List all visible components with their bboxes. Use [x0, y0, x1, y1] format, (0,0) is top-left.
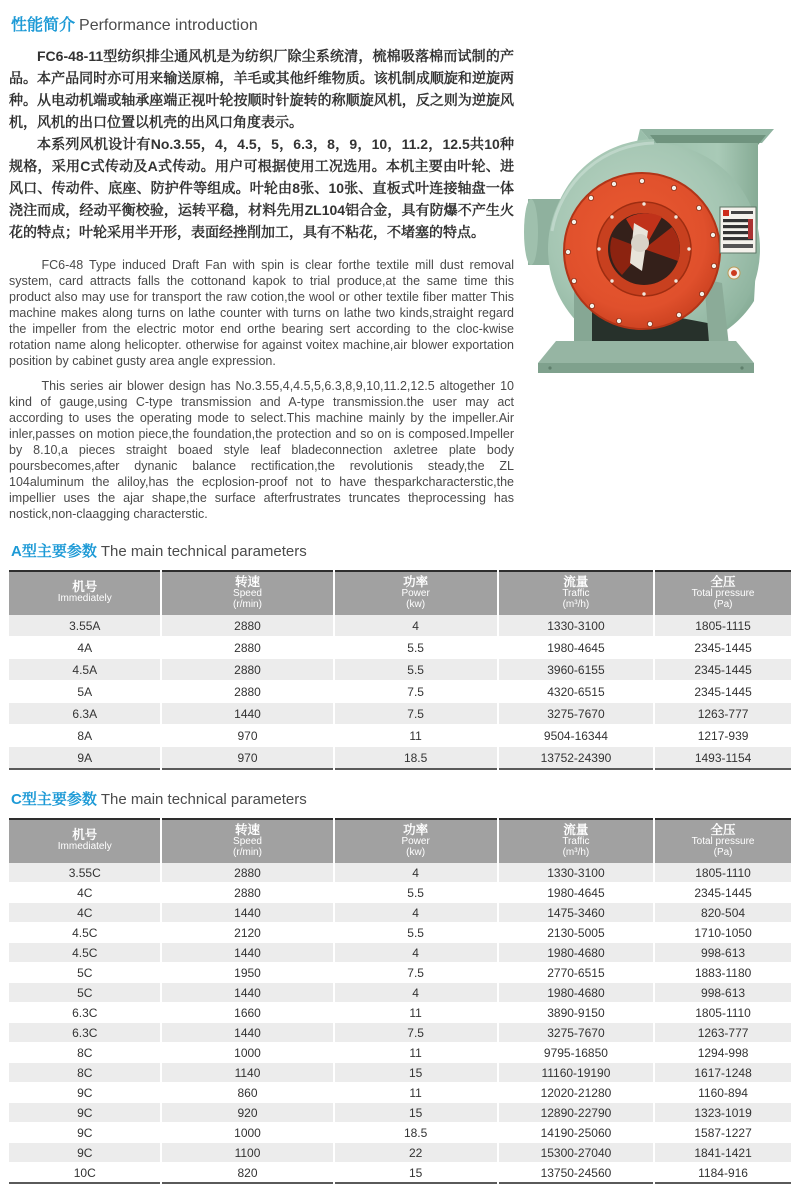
- table-cell: 4.5A: [9, 659, 161, 681]
- product-photo-column: [514, 45, 791, 391]
- table-cell: 1805-1115: [654, 615, 791, 637]
- table-cell: 920: [161, 1103, 333, 1123]
- table-cell: 7.5: [334, 703, 498, 725]
- table-cell: 6.3A: [9, 703, 161, 725]
- table-cell: 9504-16344: [498, 725, 654, 747]
- table-row: [9, 725, 791, 747]
- table-cell: 1440: [161, 983, 333, 1003]
- table-cell: 2345-1445: [654, 681, 791, 703]
- table-cell: 4.5C: [9, 943, 161, 963]
- table-row: [9, 1083, 791, 1103]
- table-cell: 2345-1445: [654, 659, 791, 681]
- table-row: [9, 883, 791, 903]
- table-cell: 1440: [161, 1023, 333, 1043]
- header-unit: (kw): [406, 598, 426, 610]
- table-cell: 5.5: [334, 637, 498, 659]
- table-cell: 1330-3100: [498, 615, 654, 637]
- table-cell: 10C: [9, 1163, 161, 1184]
- table-row: [9, 1103, 791, 1123]
- table-cell: 1330-3100: [498, 863, 654, 883]
- table-cell: 1710-1050: [654, 923, 791, 943]
- table-cell: 2880: [161, 615, 333, 637]
- table-cell: 1805-1110: [654, 1003, 791, 1023]
- table-cell: 2880: [161, 883, 333, 903]
- table-cell: 15: [334, 1163, 498, 1184]
- table-cell: 860: [161, 1083, 333, 1103]
- header-unit: (r/min): [233, 598, 262, 610]
- table-cell: 7.5: [334, 1023, 498, 1043]
- table-row: [9, 659, 791, 681]
- table-cell: 970: [161, 747, 333, 770]
- header-unit: (m³/h): [562, 846, 590, 858]
- table-cell: 13750-24560: [498, 1163, 654, 1184]
- table-a-title-en: The main technical parameters: [100, 543, 307, 560]
- table-cell: 6.3C: [9, 1023, 161, 1043]
- table-cell: 1000: [161, 1043, 333, 1063]
- table-header-cell: [9, 819, 161, 863]
- table-cell: 998-613: [654, 983, 791, 1003]
- table-cell: 9A: [9, 747, 161, 770]
- intro-paragraph-en-2: This series air blower design has No.3.55,4,4.5,5,6.3,8,9,10,11.2,12.5 altogether 10 kind of gauge,using C-type transmission and A-type transmission.the user may act according to uses the operating mode to select.This machine mainly by the impeller.Air inler,passes on motion piece,the foundation,the protection and so on is composed.Impeller by 8.10,a pieces straight boaed style leaf bladeconnection axletree plate body poursbecomes,after dynanic balance rectification,the revolutionis steady,the ZL 104aluminum the aliloy,has the ecplosion-proof not to have thesparkcharacterstic,the impellier uses the ajar shape,the surface afterfrustrates truncates theprocessing has nostick,non-claagging characterstic.: [9, 379, 514, 521]
- fan-nameplate: [720, 207, 756, 253]
- table-header-cell: [9, 571, 161, 615]
- table-cell: 4320-6515: [498, 681, 654, 703]
- table-header-cell: [654, 571, 791, 615]
- header-label-en: Power: [401, 588, 430, 599]
- table-cell: 5C: [9, 963, 161, 983]
- table-cell: 998-613: [654, 943, 791, 963]
- table-cell: 1184-916: [654, 1163, 791, 1184]
- table-cell: 5C: [9, 983, 161, 1003]
- table-row: [9, 1163, 791, 1184]
- table-cell: 1440: [161, 703, 333, 725]
- table-header-cell: [498, 571, 654, 615]
- intro-paragraph-zh-2: 本系列风机设计有No.3.55，4，4.5，5，6.3，8，9，10，11.2，12.5共10种规格，采用C式传动及A式传动。用户可根据使用工况选用。本机主要由叶轮、进风口、传动件、底座、防护件等组成。叶轮由8张、10张、直板式叶连接轴盘一体浇注而成，经动平衡校验，运转平稳，材料先用ZL104铝合金，具有防爆不产生火花的特点；叶轮采用半开形，表面经挫削加工，具有不粘花，不堵塞的特点。: [9, 136, 514, 240]
- header-label-en: Immediately: [57, 593, 112, 605]
- header-label-en: Traffic: [562, 588, 590, 599]
- table-cell: 1660: [161, 1003, 333, 1023]
- table-c-title-en: The main technical parameters: [100, 791, 307, 808]
- table-header-row: [9, 819, 791, 863]
- table-cell: 1000: [161, 1123, 333, 1143]
- table-cell: 1140: [161, 1063, 333, 1083]
- table-cell: 4A: [9, 637, 161, 659]
- header-label-en: Immediately: [57, 841, 112, 853]
- table-row: [9, 615, 791, 637]
- header-label-en: Speed: [233, 836, 262, 847]
- table-cell: 1980-4645: [498, 883, 654, 903]
- header-label-zh: 全压: [710, 823, 736, 837]
- table-cell: 7.5: [334, 963, 498, 983]
- table-cell: 4.5C: [9, 923, 161, 943]
- table-row: [9, 923, 791, 943]
- table-cell: 4C: [9, 903, 161, 923]
- table-cell: 14190-25060: [498, 1123, 654, 1143]
- table-cell: 11: [334, 1003, 498, 1023]
- table-row: [9, 1123, 791, 1143]
- page-title-zh: 性能简介: [11, 17, 76, 34]
- table-header-cell: [161, 571, 333, 615]
- header-label-zh: 转速: [234, 575, 260, 589]
- table-cell: 2120: [161, 923, 333, 943]
- header-unit: (Pa): [713, 846, 733, 858]
- table-cell: 1440: [161, 943, 333, 963]
- fan-logo-sticker: [728, 267, 740, 279]
- table-row: [9, 903, 791, 923]
- table-header-row: [9, 571, 791, 615]
- header-label-zh: 转速: [234, 823, 260, 837]
- table-header-cell: [498, 819, 654, 863]
- table-cell: 1980-4645: [498, 637, 654, 659]
- header-label-en: Total pressure: [691, 588, 755, 599]
- table-cell: 2880: [161, 681, 333, 703]
- header-unit: (m³/h): [562, 598, 590, 610]
- header-label-zh: 机号: [72, 580, 98, 595]
- table-cell: 6.3C: [9, 1003, 161, 1023]
- table-row: [9, 1023, 791, 1043]
- table-row: [9, 943, 791, 963]
- table-cell: 2770-6515: [498, 963, 654, 983]
- header-label-en: Traffic: [562, 836, 590, 847]
- table-cell: 1587-1227: [654, 1123, 791, 1143]
- table-cell: 4: [334, 943, 498, 963]
- page-title-en: Performance introduction: [79, 17, 258, 34]
- table-cell: 7.5: [334, 681, 498, 703]
- table-row: [9, 1043, 791, 1063]
- header-label-en: Speed: [233, 588, 262, 599]
- table-cell: 1294-998: [654, 1043, 791, 1063]
- table-cell: 1440: [161, 903, 333, 923]
- table-header-cell: [334, 571, 498, 615]
- table-cell: 9795-16850: [498, 1043, 654, 1063]
- table-a-section: [9, 540, 791, 770]
- header-label-zh: 机号: [72, 828, 98, 843]
- table-header-cell: [654, 819, 791, 863]
- table-cell: 4: [334, 983, 498, 1003]
- table-cell: 22: [334, 1143, 498, 1163]
- header-label-zh: 全压: [710, 575, 736, 589]
- header-unit: (Pa): [713, 598, 733, 610]
- header-label-en: Power: [401, 836, 430, 847]
- header-label-zh: 流量: [563, 575, 589, 589]
- table-cell: 1263-777: [654, 1023, 791, 1043]
- table-header-cell: [161, 819, 333, 863]
- header-label-zh: 功率: [403, 575, 429, 589]
- table-cell: 8C: [9, 1063, 161, 1083]
- table-cell: 820-504: [654, 903, 791, 923]
- table-cell: 11160-19190: [498, 1063, 654, 1083]
- table-cell: 12890-22790: [498, 1103, 654, 1123]
- table-row: [9, 1063, 791, 1083]
- table-cell: 2345-1445: [654, 637, 791, 659]
- table-row: [9, 681, 791, 703]
- table-row: [9, 1143, 791, 1163]
- intro-paragraph-zh-1: FC6-48-11型纺织排尘通风机是为纺织厂除尘系统清，梳棉吸落棉而试制的产品。本产品同时亦可用来输送原棉，羊毛或其他纤维物质。该机制成顺旋和逆旋两种。从电动机端或轴承座端正视叶轮按顺时针旋转的称顺旋风机，反之则为逆旋风机，风机的出口位置以机壳的出风口角度表示。: [9, 48, 514, 130]
- table-row: [9, 983, 791, 1003]
- table-row: [9, 703, 791, 725]
- table-cell: 1841-1421: [654, 1143, 791, 1163]
- table-row: [9, 963, 791, 983]
- table-cell: 1805-1110: [654, 863, 791, 883]
- table-cell: 1883-1180: [654, 963, 791, 983]
- table-cell: 5.5: [334, 923, 498, 943]
- parameters-table-c: [9, 818, 791, 1184]
- header-label-en: Total pressure: [691, 836, 755, 847]
- table-cell: 1980-4680: [498, 943, 654, 963]
- table-c-title: [11, 788, 791, 809]
- table-a-title-zh: A型主要参数: [11, 543, 97, 560]
- table-cell: 1617-1248: [654, 1063, 791, 1083]
- table-cell: 15300-27040: [498, 1143, 654, 1163]
- table-cell: 8C: [9, 1043, 161, 1063]
- table-cell: 3275-7670: [498, 703, 654, 725]
- table-cell: 8A: [9, 725, 161, 747]
- table-c-section: [9, 788, 791, 1184]
- table-cell: 11: [334, 1083, 498, 1103]
- table-cell: 1475-3460: [498, 903, 654, 923]
- table-cell: 4: [334, 863, 498, 883]
- table-cell: 1493-1154: [654, 747, 791, 770]
- table-cell: 3.55A: [9, 615, 161, 637]
- table-cell: 13752-24390: [498, 747, 654, 770]
- intro-paragraph-en-1: FC6-48 Type induced Draft Fan with spin is clear forthe textile mill dust removal system, card attracts falls the cottonand kapok to trial produce,at the same time this product also may use for transport the raw cotion,the wool or other textile fiber matter This machine makes along turns on lathe counter with turns on lathe two kinds,straight regard the impeller from the electric motor end orthe bearing sert according to the cloc-kwise rotation name along helicopter. otherwise for against voitex machine,air blower exportation position by cabinet gusty area angle expression.: [9, 258, 514, 368]
- table-cell: 18.5: [334, 747, 498, 770]
- table-cell: 1323-1019: [654, 1103, 791, 1123]
- table-cell: 4: [334, 903, 498, 923]
- table-cell: 820: [161, 1163, 333, 1184]
- table-cell: 2880: [161, 637, 333, 659]
- table-cell: 15: [334, 1103, 498, 1123]
- parameters-table-a: [9, 570, 791, 770]
- table-cell: 2880: [161, 659, 333, 681]
- fan-impeller-disc: [564, 173, 720, 329]
- table-cell: 1263-777: [654, 703, 791, 725]
- table-cell: 1217-939: [654, 725, 791, 747]
- table-row: [9, 637, 791, 659]
- table-cell: 5A: [9, 681, 161, 703]
- table-c-title-zh: C型主要参数: [11, 791, 97, 808]
- header-unit: (kw): [406, 846, 426, 858]
- table-cell: 4C: [9, 883, 161, 903]
- table-a-title: [11, 540, 791, 561]
- table-cell: 2345-1445: [654, 883, 791, 903]
- table-cell: 1950: [161, 963, 333, 983]
- table-cell: 1100: [161, 1143, 333, 1163]
- table-cell: 11: [334, 1043, 498, 1063]
- table-cell: 9C: [9, 1083, 161, 1103]
- header-label-zh: 功率: [403, 823, 429, 837]
- intro-text-column: [9, 45, 514, 522]
- table-cell: 2130-5005: [498, 923, 654, 943]
- intro-content-row: [9, 45, 791, 522]
- table-cell: 1980-4680: [498, 983, 654, 1003]
- table-cell: 1160-894: [654, 1083, 791, 1103]
- table-cell: 970: [161, 725, 333, 747]
- table-cell: 5.5: [334, 883, 498, 903]
- table-cell: 15: [334, 1063, 498, 1083]
- table-cell: 12020-21280: [498, 1083, 654, 1103]
- page-title: [11, 12, 791, 35]
- table-row: [9, 1003, 791, 1023]
- table-cell: 4: [334, 615, 498, 637]
- table-cell: 11: [334, 725, 498, 747]
- table-cell: 3890-9150: [498, 1003, 654, 1023]
- table-cell: 5.5: [334, 659, 498, 681]
- table-cell: 9C: [9, 1143, 161, 1163]
- table-cell: 3.55C: [9, 863, 161, 883]
- centrifugal-fan-image: [522, 111, 784, 391]
- table-header-cell: [334, 819, 498, 863]
- performance-intro-section: [9, 12, 791, 522]
- table-cell: 18.5: [334, 1123, 498, 1143]
- table-row: [9, 863, 791, 883]
- header-label-zh: 流量: [563, 823, 589, 837]
- table-cell: 3960-6155: [498, 659, 654, 681]
- table-cell: 9C: [9, 1123, 161, 1143]
- table-cell: 3275-7670: [498, 1023, 654, 1043]
- table-row: [9, 747, 791, 770]
- table-cell: 2880: [161, 863, 333, 883]
- table-cell: 9C: [9, 1103, 161, 1123]
- header-unit: (r/min): [233, 846, 262, 858]
